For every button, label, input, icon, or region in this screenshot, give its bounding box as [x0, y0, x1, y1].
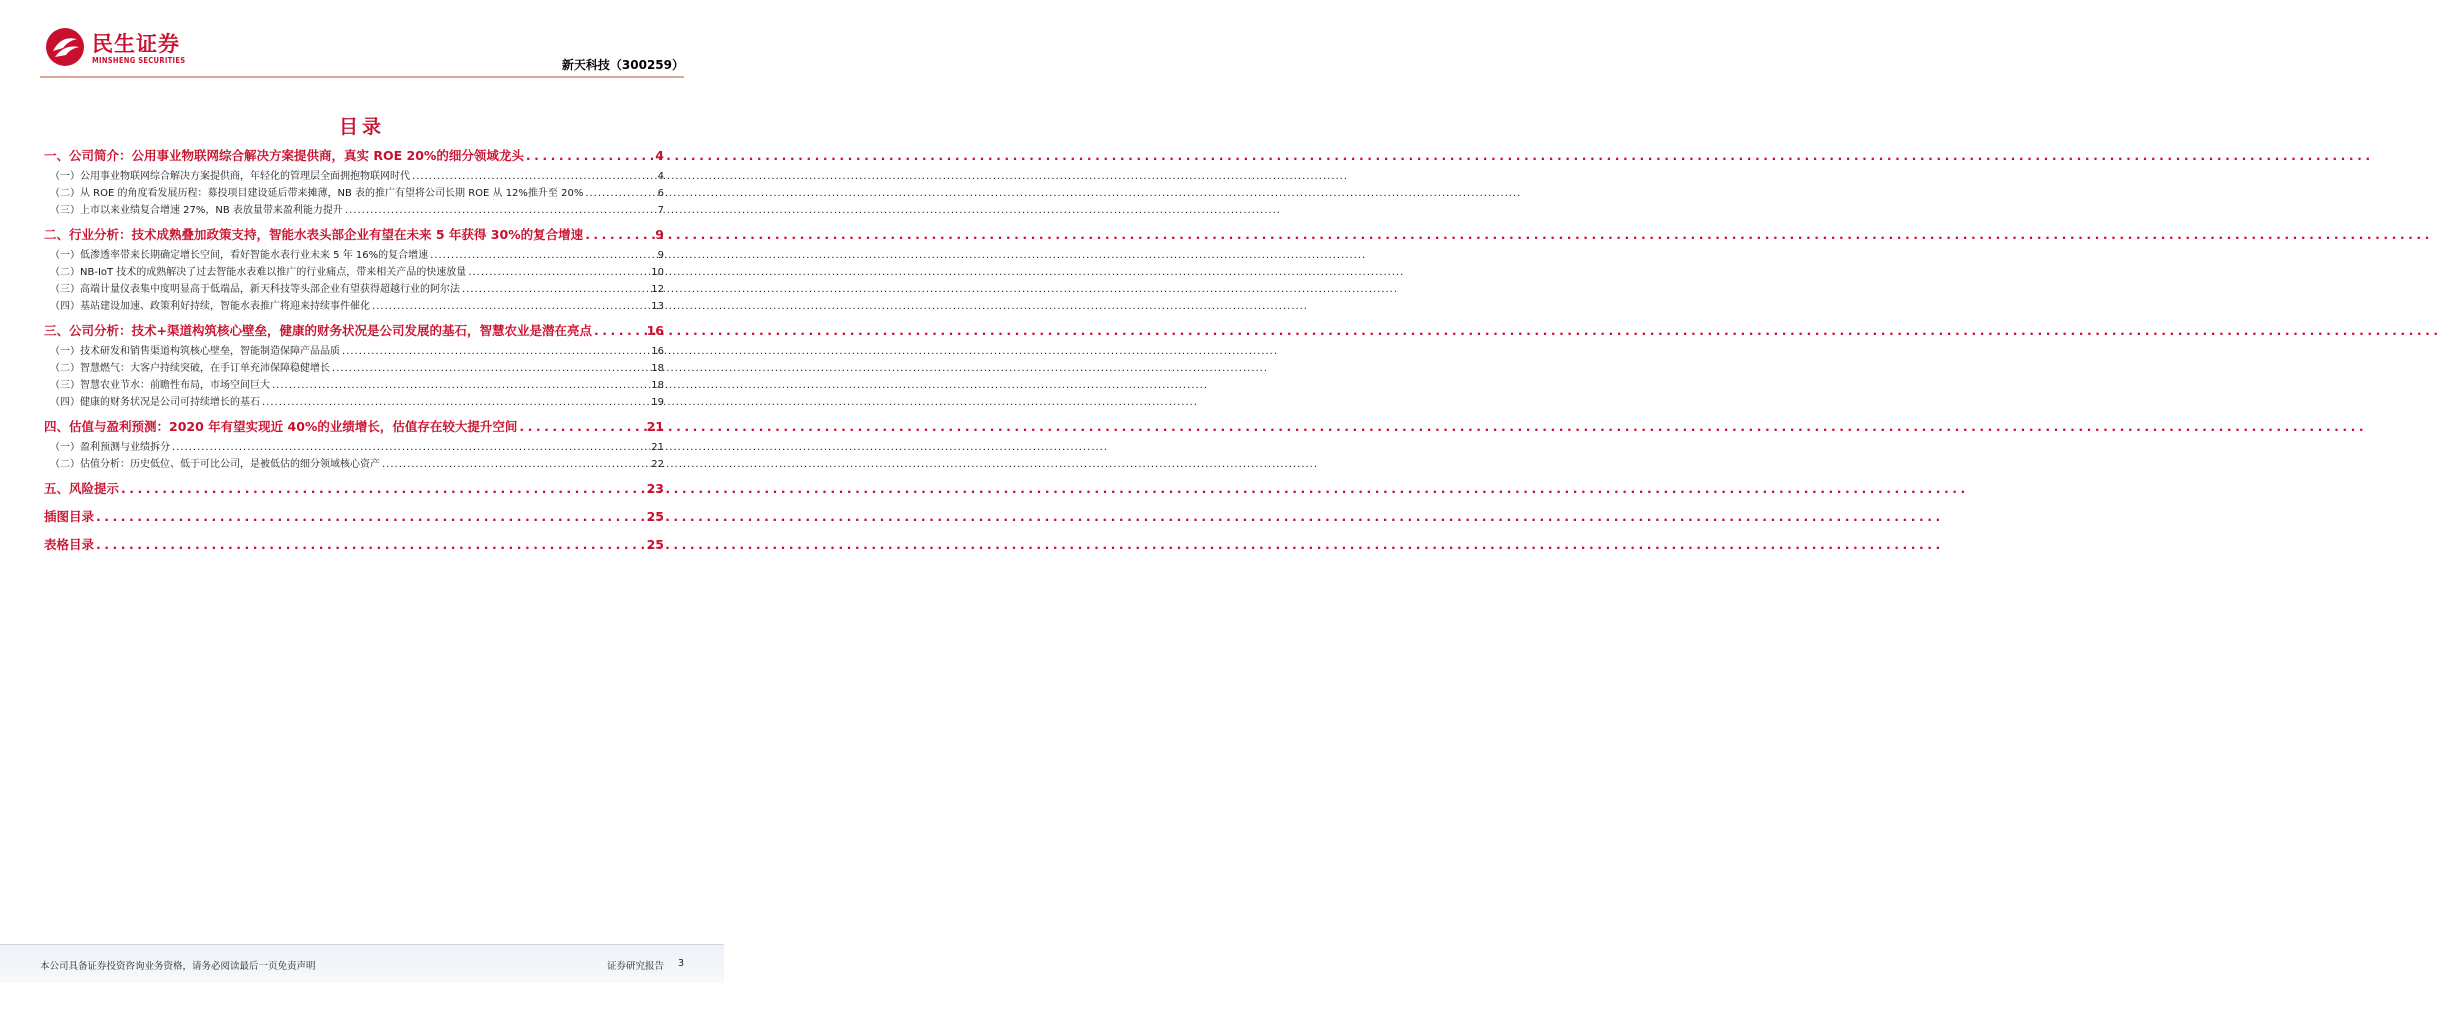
- toc-page-number: 4: [657, 171, 664, 182]
- toc-entry-title: （一）低渗透率带来长期确定增长空间，看好智能水表行业未来 5 年 16%的复合增速: [50, 250, 429, 261]
- toc-section-heading[interactable]: [44, 505, 664, 529]
- toc-dot-leader: [342, 343, 649, 360]
- toc-entry-title: 表格目录: [44, 537, 95, 552]
- toc-page-number: 6: [657, 188, 664, 199]
- toc-section: [44, 415, 664, 473]
- toc-page-number: 23: [646, 481, 664, 496]
- header-divider: [40, 76, 684, 78]
- toc-section: [44, 477, 664, 501]
- logo-text-en: MINSHENG SECURITIES: [92, 56, 186, 65]
- toc-dot-leader: [382, 456, 649, 473]
- toc-page-number: 21: [651, 442, 664, 453]
- toc-subsection-item[interactable]: [44, 264, 664, 281]
- toc-page-number: 21: [646, 419, 664, 434]
- table-of-contents: [44, 140, 664, 561]
- toc-dot-leader: [96, 533, 639, 557]
- toc-page-number: 19: [651, 397, 664, 408]
- toc-entry-title: 四、估值与盈利预测：2020 年有望实现近 40%的业绩增长，估值存在较大提升空间: [44, 419, 518, 434]
- toc-entry-title: （一）盈利预测与业绩拆分: [50, 442, 170, 453]
- toc-section-heading[interactable]: [44, 415, 664, 439]
- toc-dot-leader: [468, 264, 649, 281]
- toc-entry-title: 一、公司简介：公用事业物联网综合解决方案提供商，真实 ROE 20%的细分领域龙头: [44, 148, 524, 163]
- toc-dot-leader: [430, 247, 656, 264]
- footer-report-type: 证券研究报告: [606, 961, 664, 972]
- toc-dot-leader: [332, 360, 649, 377]
- minsheng-logo-icon: [44, 26, 86, 68]
- toc-page-number: 16: [646, 323, 664, 338]
- toc-subsection-item[interactable]: [44, 247, 664, 264]
- toc-page-number: 4: [655, 148, 664, 163]
- toc-section-heading[interactable]: [44, 223, 664, 247]
- toc-dot-leader: [262, 394, 649, 411]
- toc-subsection-item[interactable]: [44, 343, 664, 360]
- toc-section: [44, 505, 664, 529]
- toc-dot-leader: [526, 144, 647, 168]
- toc-subsection-item[interactable]: [44, 394, 664, 411]
- toc-subsection-item[interactable]: [44, 168, 664, 185]
- toc-dot-leader: [585, 223, 647, 247]
- toc-page-number: 25: [646, 537, 664, 552]
- toc-section: [44, 319, 664, 411]
- toc-entry-title: （四）基站建设加速、政策利好持续，智能水表推广将迎来持续事件催化: [50, 301, 370, 312]
- toc-page-number: 22: [651, 459, 664, 470]
- toc-page-number: 18: [651, 363, 664, 374]
- toc-dot-leader: [372, 298, 649, 315]
- toc-subsection-item[interactable]: [44, 439, 664, 456]
- toc-page-number: 16: [651, 346, 664, 357]
- toc-section: [44, 144, 664, 219]
- toc-entry-title: （四）健康的财务状况是公司可持续增长的基石: [50, 397, 260, 408]
- toc-page-number: 18: [651, 380, 664, 391]
- toc-page-number: 25: [646, 509, 664, 524]
- toc-dot-leader: [272, 377, 649, 394]
- toc-entry-title: 三、公司分析：技术+渠道构筑核心壁垒，健康的财务状况是公司发展的基石，智慧农业是潜在亮点: [44, 323, 592, 338]
- toc-entry-title: （一）技术研发和销售渠道构筑核心壁垒，智能制造保障产品品质: [50, 346, 340, 357]
- toc-entry-title: （三）上市以来业绩复合增速 27%，NB 表放量带来盈利能力提升: [50, 205, 343, 216]
- toc-section-heading[interactable]: [44, 144, 664, 168]
- toc-page-number: 13: [651, 301, 664, 312]
- toc-page-number: 12: [651, 284, 664, 295]
- toc-subsection-item[interactable]: [44, 456, 664, 473]
- toc-entry-title: （三）智慧农业节水：前瞻性布局，市场空间巨大: [50, 380, 270, 391]
- minsheng-logo: [44, 26, 224, 68]
- toc-subsection-item[interactable]: [44, 202, 664, 219]
- toc-entry-title: （二）从 ROE 的角度看发展历程：募投项目建设延后带来摊薄，NB 表的推广有望将公司长期 ROE 从 12%推升至 20%: [50, 188, 584, 199]
- toc-section: [44, 223, 664, 315]
- toc-subsection-item[interactable]: [44, 360, 664, 377]
- toc-section-heading[interactable]: [44, 477, 664, 501]
- toc-entry-title: （三）高端计量仪表集中度明显高于低端品，新天科技等头部企业有望获得超越行业的阿尔法: [50, 284, 460, 295]
- toc-entry-title: （二）智慧燃气：大客户持续突破，在手订单充沛保障稳健增长: [50, 363, 330, 374]
- toc-dot-leader: [121, 477, 639, 501]
- toc-entry-title: （二）估值分析：历史低位、低于可比公司，是被低估的细分领域核心资产: [50, 459, 380, 470]
- footer-disclaimer: 本公司具备证券投资咨询业务资格，请务必阅读最后一页免责声明: [40, 961, 316, 972]
- toc-title: 目录: [338, 116, 385, 138]
- logo-text-cn: 民生证券: [92, 32, 180, 56]
- toc-subsection-item[interactable]: [44, 377, 664, 394]
- toc-page-number: 10: [651, 267, 664, 278]
- toc-entry-title: （二）NB-IoT 技术的成熟解决了过去智能水表难以推广的行业痛点，带来相关产品的快速放量: [50, 267, 467, 278]
- toc-entry-title: （一）公用事业物联网综合解决方案提供商，年轻化的管理层全面拥抱物联网时代: [50, 171, 410, 182]
- toc-dot-leader: [96, 505, 639, 529]
- toc-dot-leader: [412, 168, 656, 185]
- toc-page-number: 9: [655, 227, 664, 242]
- toc-dot-leader: [345, 202, 656, 219]
- footer-page-number: 3: [677, 958, 684, 969]
- toc-dot-leader: [519, 415, 638, 439]
- toc-page-number: 7: [657, 205, 664, 216]
- toc-dot-leader: [585, 185, 655, 202]
- toc-dot-leader: [172, 439, 649, 456]
- toc-subsection-item[interactable]: [44, 185, 664, 202]
- toc-entry-title: 插图目录: [44, 509, 95, 524]
- toc-dot-leader: [594, 319, 639, 343]
- toc-subsection-item[interactable]: [44, 298, 664, 315]
- toc-entry-title: 五、风险提示: [44, 481, 120, 496]
- toc-dot-leader: [462, 281, 649, 298]
- toc-page-number: 9: [657, 250, 664, 261]
- toc-entry-title: 二、行业分析：技术成熟叠加政策支持，智能水表头部企业有望在未来 5 年获得 30%的复合增速: [44, 227, 584, 242]
- toc-subsection-item[interactable]: [44, 281, 664, 298]
- toc-section-heading[interactable]: [44, 319, 664, 343]
- toc-section: [44, 533, 664, 557]
- toc-section-heading[interactable]: [44, 533, 664, 557]
- company-stock-code: 新天科技（300259）: [561, 58, 684, 72]
